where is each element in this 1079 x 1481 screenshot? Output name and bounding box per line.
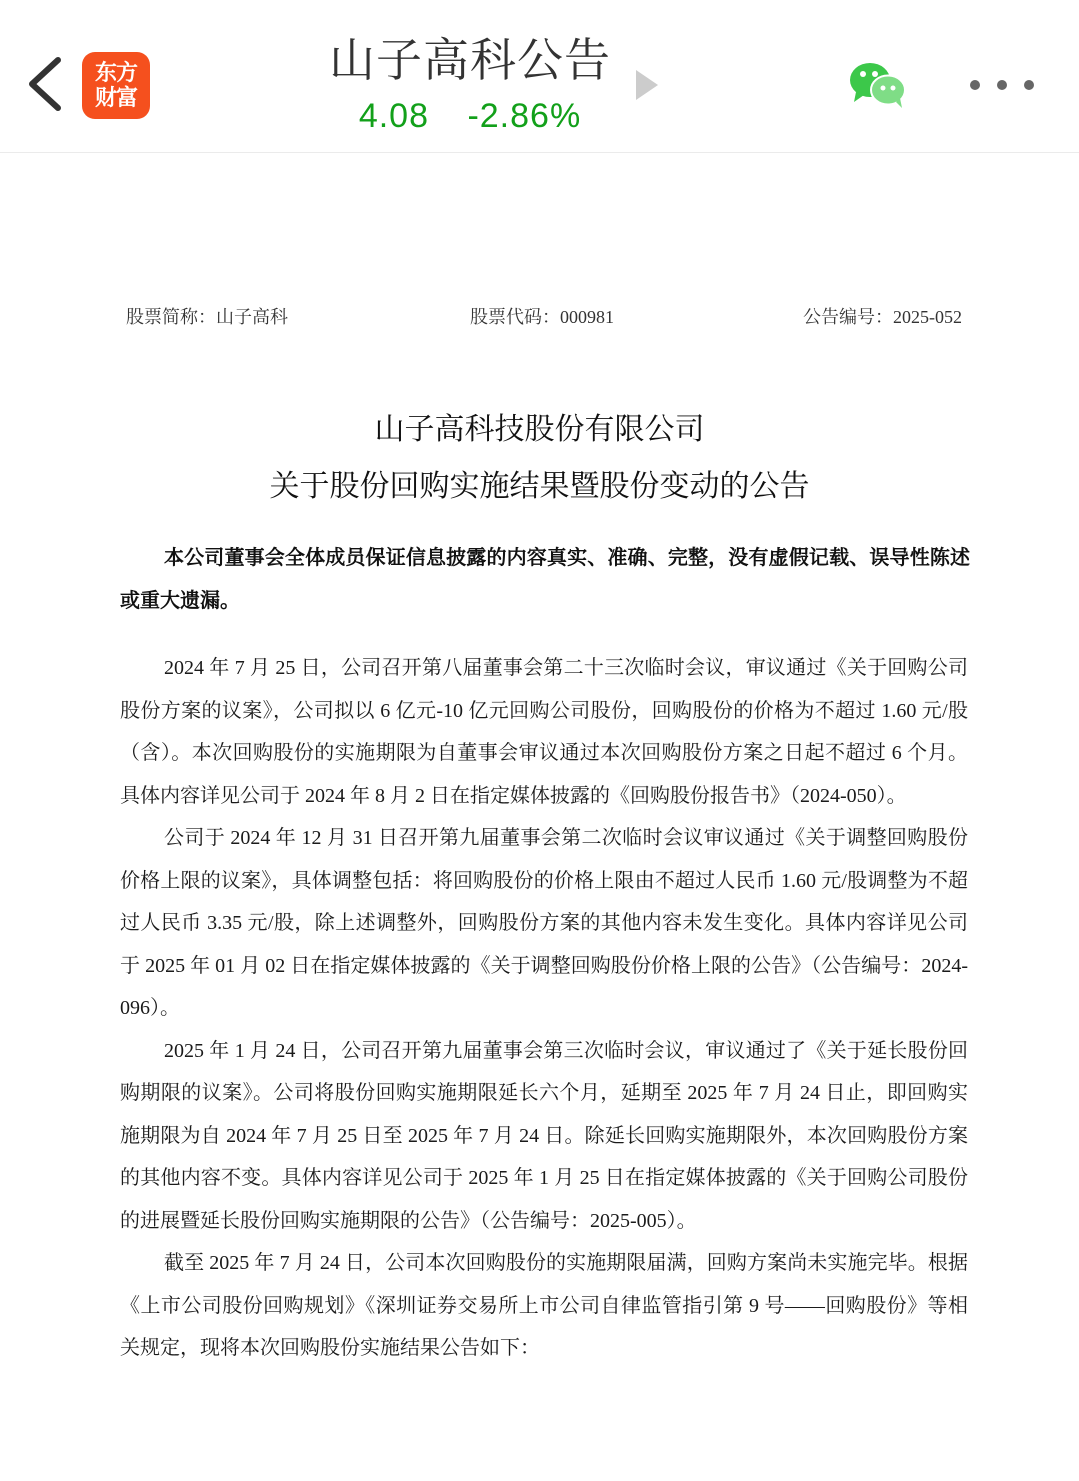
board-statement: 本公司董事会全体成员保证信息披露的内容真实、准确、完整，没有虚假记载、误导性陈述或重大遗漏。 [120,545,970,612]
triangle-right-icon[interactable] [636,70,658,100]
eastmoney-logo[interactable] [82,52,150,119]
stock-price: 4.08 [358,97,429,135]
body-paragraph: 截至 2025 年 7 月 24 日，公司本次回购股份的实施期限届满，回购方案尚未实施完毕。根据《上市公司股份回购规划》《深圳证券交易所上市公司自律监管指引第 9 号——回购股份》等相关规定，现将本次回购股份实施结果公告如下： [120,1252,968,1359]
title-block [320,30,620,136]
ellipsis-dot-icon [970,80,980,90]
document-title-company: 山子高科技股份有限公司 [374,412,705,447]
body-paragraph: 2024 年 7 月 25 日，公司召开第八届董事会第二十三次临时会议，审议通过《关于回购公司股份方案的议案》，公司拟以 6 亿元-10 亿元回购公司股份，回购股份的价格为不超过 1.60 元/股（含）。本次回购股份的实施期限为自董事会审议通过本次回购股份方案之日起不超过 6 个月。具体内容详见公司于 2024 年 8 月 2 日在指定媒体披露的《回购股份报告书》（2024-050）。 [120,657,968,807]
stock-short-name: 股票简称：山子高科 [126,307,288,327]
ellipsis-dot-icon [1024,80,1034,90]
chevron-left-icon [22,52,66,116]
back-button[interactable] [22,52,66,116]
top-nav-bar [0,0,1079,153]
body-paragraph: 2025 年 1 月 24 日，公司召开第九届董事会第三次临时会议，审议通过了《关于延长股份回购期限的议案》。公司将股份回购实施期限延长六个月，延期至 2025 年 7 月 24 日止，即回购实施期限为自 2024 年 7 月 25 日至 2025 年 7 月 24 日。除延长回购实施期限外，本次回购股份方案的其他内容不变。具体内容详见公司于 2025 年 1 月 25 日在指定媒体披露的《关于回购公司股份的进展暨延长股份回购实施期限的公告》（公告编号：2025-005）。 [120,1039,968,1232]
wechat-share-button[interactable] [846,60,910,110]
stock-quote [320,96,620,136]
document-body [120,647,968,1370]
logo-text-line2: 财富 [94,85,137,111]
wechat-icon [846,60,910,110]
stock-code: 股票代码：000981 [470,307,614,327]
body-paragraph: 公司于 2024 年 12 月 31 日召开第九届董事会第二次临时会议审议通过《关于调整回购股份价格上限的议案》，具体调整包括：将回购股份的价格上限由不超过人民币 1.60 元/股调整为不超过人民币 3.35 元/股，除上述调整外，回购股份方案的其他内容未发生变化。具体内容详见公司于 2025 年 01 月 02 日在指定媒体披露的《关于调整回购股份价格上限的公告》（公告编号：2024-096）。 [120,827,968,1019]
logo-text-line1: 东方 [94,60,137,86]
stock-change-percent: -2.86% [467,97,582,135]
document-title [0,401,1079,515]
page-title: 山子高科公告 [329,33,611,87]
document-title-subject: 关于股份回购实施结果暨股份变动的公告 [269,469,810,504]
more-options-button[interactable] [970,72,1034,98]
ellipsis-dot-icon [997,80,1007,90]
notice-number: 公告编号：2025-052 [803,307,962,327]
